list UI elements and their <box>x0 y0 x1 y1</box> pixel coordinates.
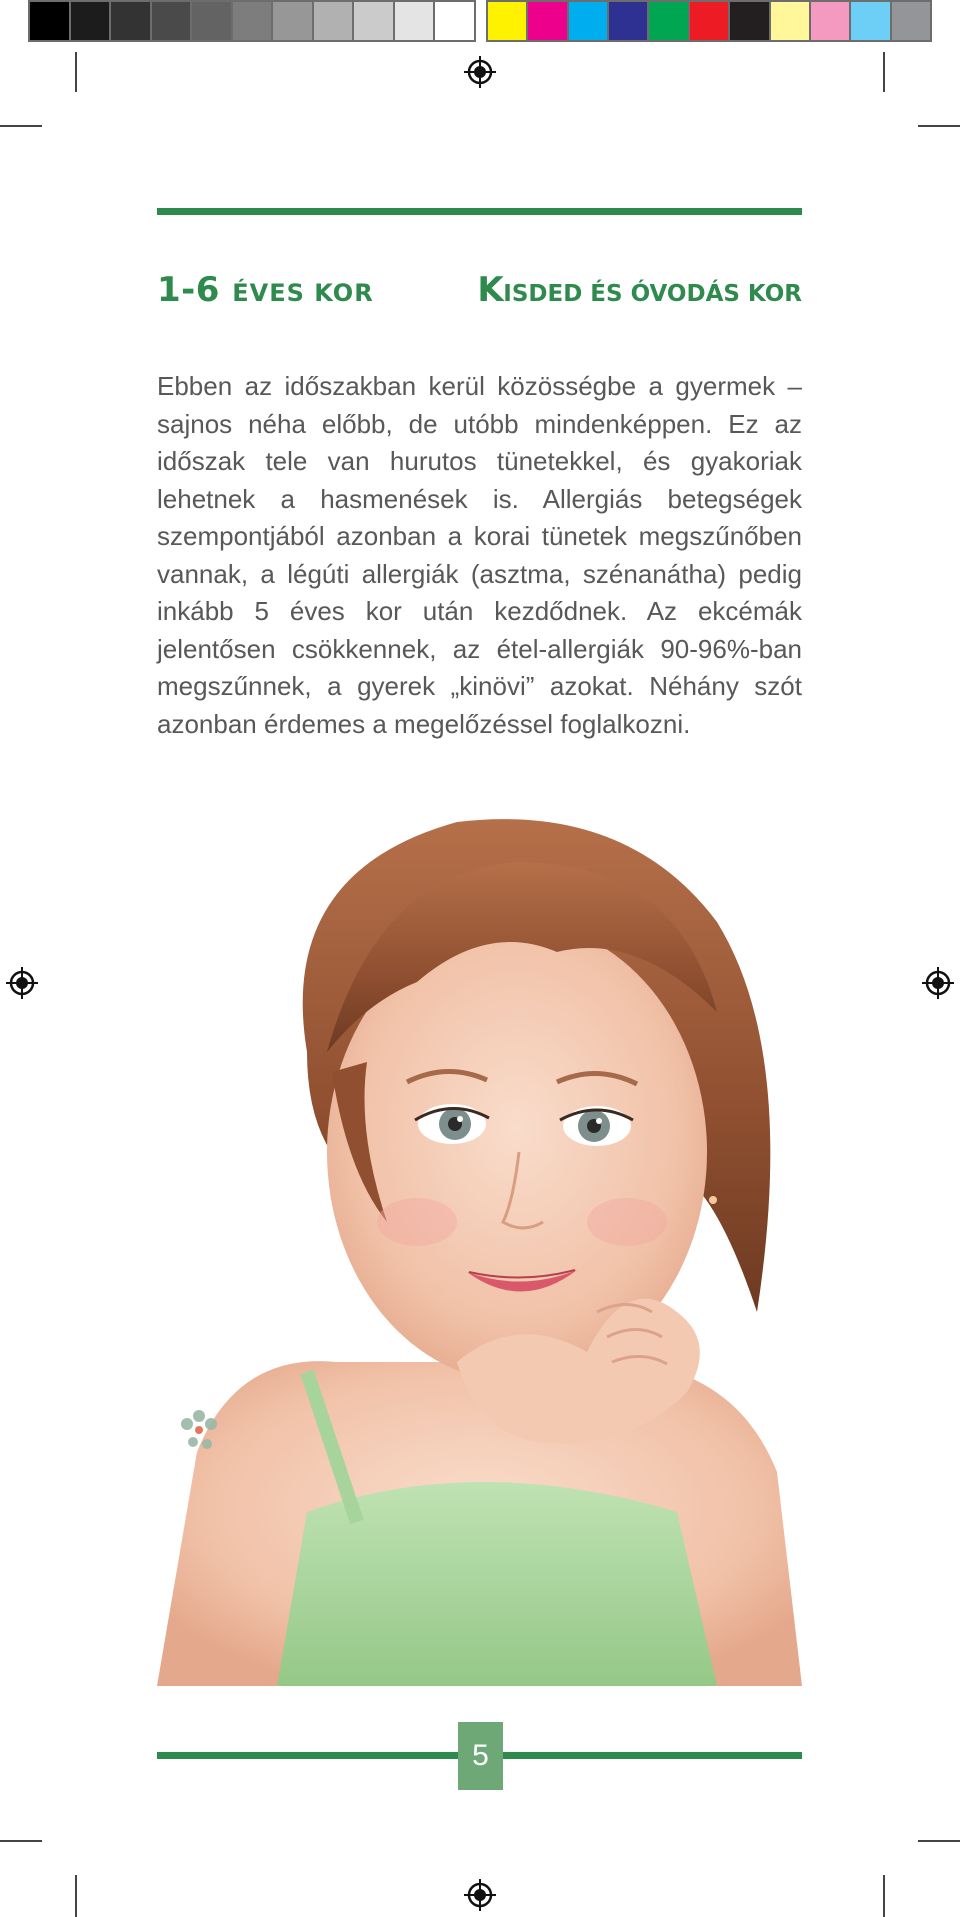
color-swatch <box>851 2 891 40</box>
color-swatch <box>111 2 152 40</box>
heading-stage-initial: K <box>477 270 504 310</box>
color-swatch <box>892 2 930 40</box>
child-photo <box>157 752 802 1686</box>
color-swatch <box>192 2 233 40</box>
crop-mark-top-left-h <box>0 125 42 127</box>
color-swatch <box>152 2 193 40</box>
color-swatch <box>811 2 851 40</box>
heading-age-range <box>157 270 374 310</box>
crop-mark-bottom-right-h <box>918 1840 960 1842</box>
color-swatch <box>435 2 474 40</box>
crop-mark-bottom-left-h <box>0 1840 42 1842</box>
color-swatch <box>30 2 71 40</box>
color-swatch <box>730 2 770 40</box>
color-swatch <box>395 2 436 40</box>
color-swatch <box>273 2 314 40</box>
crop-mark-top-left-v <box>75 52 77 92</box>
registration-mark-icon <box>6 967 38 999</box>
registration-mark-icon <box>464 56 496 88</box>
color-swatch <box>569 2 609 40</box>
top-green-rule <box>157 208 802 215</box>
color-swatch <box>314 2 355 40</box>
section-heading <box>157 270 802 314</box>
page-number: 5 <box>458 1722 503 1790</box>
registration-mark-icon <box>922 967 954 999</box>
color-swatch <box>488 2 528 40</box>
color-swatch <box>71 2 112 40</box>
color-swatch <box>771 2 811 40</box>
body-paragraph: Ebben az időszakban kerül közösségbe a gyermek – sajnos néha előbb, de utóbb mindenképpen. Ez az időszak tele van hurutos tünetekkel, és gyakoriak lehetnek a hasmenések is. Allergiás betegségek szempontjából azonban a korai tünetek megszűnőben vannak, a légúti allergiák (asztma, szénanátha) pedig inkább 5 éves kor után kezdődnek. Az ekcémák jelentősen csökkennek, az étel-allergiák 90-96%-ban megszűnnek, a gyerek „kinövi” azokat. Néhány szót azonban érdemes a megelőzéssel foglalkozni. <box>157 371 802 739</box>
heading-stage-label: ISDED ÉS ÓVODÁS KOR <box>503 281 802 307</box>
crop-mark-bottom-left-v <box>75 1875 77 1917</box>
color-swatch <box>354 2 395 40</box>
grayscale-color-bar <box>28 0 476 42</box>
crop-mark-bottom-right-v <box>883 1875 885 1917</box>
heading-stage-title <box>477 270 802 310</box>
color-swatch <box>690 2 730 40</box>
color-swatch <box>528 2 568 40</box>
crop-mark-top-right-h <box>918 125 960 127</box>
color-swatch <box>233 2 274 40</box>
heading-age-label: ÉVES KOR <box>232 279 374 307</box>
color-swatch <box>649 2 689 40</box>
crop-mark-top-right-v <box>883 52 885 92</box>
heading-age-number: 1-6 <box>157 270 220 310</box>
cmyk-color-bar <box>486 0 932 42</box>
registration-mark-icon <box>464 1879 496 1911</box>
color-swatch <box>609 2 649 40</box>
